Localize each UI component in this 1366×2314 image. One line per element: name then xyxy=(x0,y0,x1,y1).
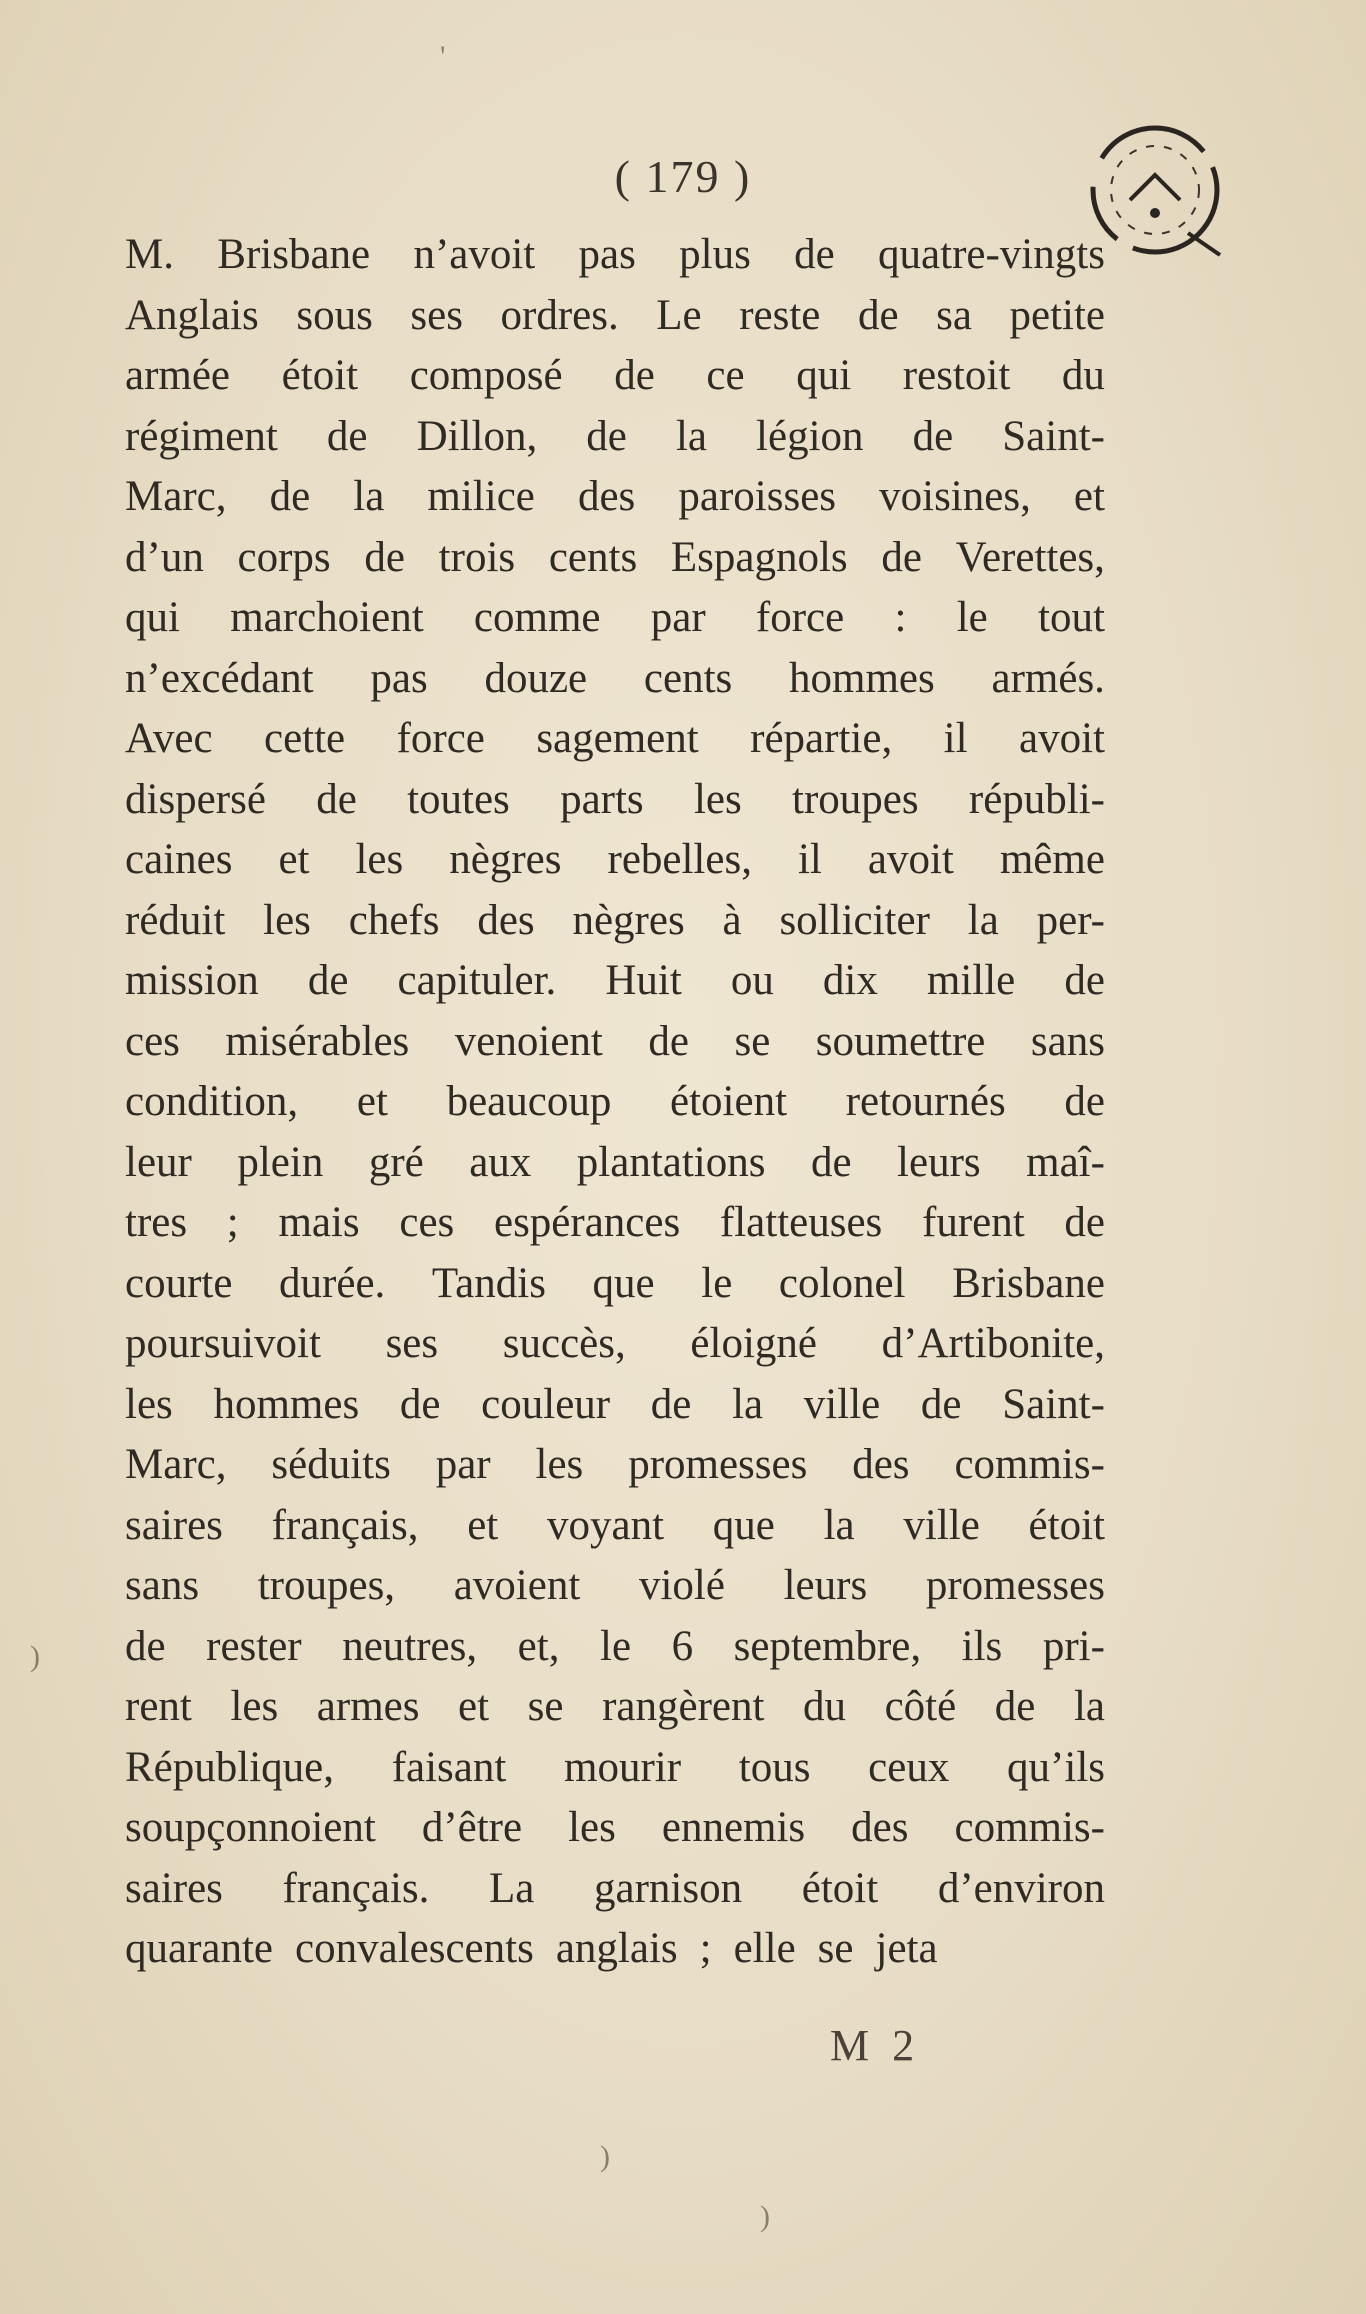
text-line: dispersé de toutes parts les troupes républi- xyxy=(125,775,1105,823)
text-line: régiment de Dillon, de la légion de Saint- xyxy=(125,412,1105,460)
text-line: armée étoit composé de ce qui restoit du xyxy=(125,352,1105,399)
text-line: sans troupes, avoient violé leurs promesses xyxy=(125,1562,1105,1609)
text-line: mission de capituler. Huit ou dix mille de xyxy=(125,957,1105,1004)
text-line: de rester neutres, et, le 6 septembre, ils pri- xyxy=(125,1622,1105,1670)
page-number: ( 179 ) xyxy=(614,151,752,202)
edge-speck: ) xyxy=(760,2200,770,2233)
body-text xyxy=(125,225,1105,1980)
text-line: Marc, séduits par les promesses des commis- xyxy=(125,1441,1105,1488)
text-line: courte durée. Tandis que le colonel Brisbane xyxy=(125,1259,1105,1307)
text-line: M. Brisbane n’avoit pas plus de quatre-vingts xyxy=(125,231,1105,278)
text-line: ces misérables venoient de se soumettre sans xyxy=(125,1017,1105,1065)
text-line: soupçonnoient d’être les ennemis des commis- xyxy=(125,1804,1105,1851)
text-line: saires français. La garnison étoit d’environ xyxy=(125,1864,1105,1912)
text-line: poursuivoit ses succès, éloigné d’Artibonite, xyxy=(125,1320,1105,1367)
text-line: n’excédant pas douze cents hommes armés. xyxy=(125,654,1105,702)
signature-mark: M 2 xyxy=(830,2021,921,2070)
text-line: réduit les chefs des nègres à solliciter la per- xyxy=(125,896,1105,944)
text-line: Marc, de la milice des paroisses voisines, et xyxy=(125,473,1105,520)
text-line: qui marchoient comme par force : le tout xyxy=(125,594,1105,641)
text-line: d’un corps de trois cents Espagnols de Verettes, xyxy=(125,533,1105,581)
edge-speck: ) xyxy=(600,2140,610,2173)
text-line: les hommes de couleur de la ville de Saint- xyxy=(125,1380,1105,1428)
edge-speck: ' xyxy=(440,40,446,73)
text-line: rent les armes et se rangèrent du côté de la xyxy=(125,1683,1105,1730)
edge-speck: ) xyxy=(30,1640,40,1673)
text-line: Anglais sous ses ordres. Le reste de sa petite xyxy=(125,291,1105,339)
text-line: Avec cette force sagement répartie, il avoit xyxy=(125,715,1105,762)
text-line: République, faisant mourir tous ceux qu’ils xyxy=(125,1743,1105,1791)
text-line: quarante convalescents anglais ; elle se jeta xyxy=(125,1925,938,1972)
text-line: condition, et beaucoup étoient retournés de xyxy=(125,1078,1105,1125)
text-line: leur plein gré aux plantations de leurs maî- xyxy=(125,1138,1105,1186)
text-line: caines et les nègres rebelles, il avoit même xyxy=(125,836,1105,883)
text-line: saires français, et voyant que la ville étoit xyxy=(125,1501,1105,1549)
text-line: tres ; mais ces espérances flatteuses furent de xyxy=(125,1199,1105,1246)
